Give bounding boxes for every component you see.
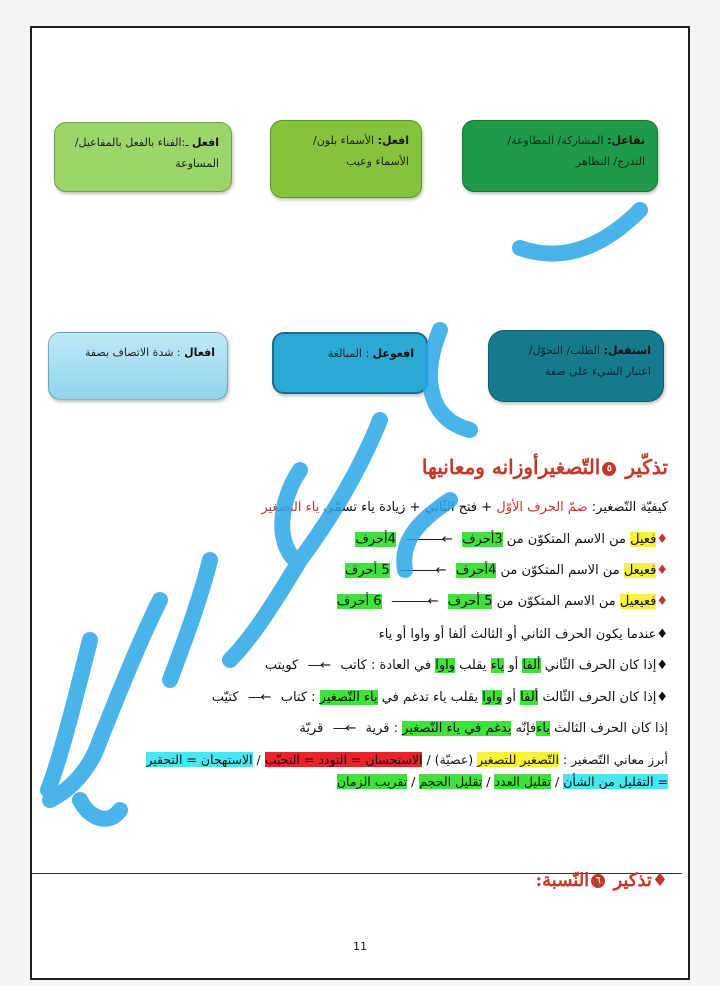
bullet-icon: ♦: [656, 594, 668, 609]
rule-row: [337, 594, 668, 609]
highlight-alef: ألفا: [522, 658, 541, 673]
number-badge: ٥: [602, 462, 616, 476]
text: يقلب ياء تدغم في: [381, 690, 479, 705]
highlight-alef: ألفا: [520, 690, 539, 705]
meanings-line-2: [337, 774, 668, 789]
heading-title: النّسبة:: [535, 870, 590, 891]
arrow-left-icon: ←―: [308, 658, 331, 673]
meaning-4: تقليل العدد: [494, 774, 552, 789]
box-head: افعل: [191, 136, 219, 149]
how-text-2: + فتح الثّاني + زيادة ياء تسمّى: [323, 500, 493, 515]
box-head: افعل:: [377, 134, 409, 147]
text: أو: [508, 658, 519, 673]
example: كويتب: [264, 658, 299, 673]
text: أو: [506, 690, 517, 705]
box-tafa3al: [462, 120, 658, 192]
meanings-line-1: [146, 752, 668, 767]
rule-result: 5 أحرف: [344, 563, 390, 578]
text: فإنّه: [515, 721, 537, 736]
text: : كتاب: [280, 690, 316, 705]
section-heading-nisba: [535, 870, 668, 891]
how-label: كيفيّة التّصغير:: [591, 500, 668, 515]
heading-word: تذكّير: [625, 455, 668, 479]
box-af3al: [270, 120, 422, 198]
arrow-left-icon: ←―: [333, 721, 356, 736]
arrow-left-icon: ←―――: [399, 563, 446, 578]
arrow-left-icon: ←―――: [406, 532, 452, 547]
meaning-3: الاستهجان = التحقير: [146, 752, 253, 767]
highlight-ya: ياء التّصغير: [319, 690, 378, 705]
text: إذا كان الحرف الثالث: [554, 721, 668, 736]
text: : قرية: [365, 721, 399, 736]
meaning-3-cont: = التقليل من الشأن: [563, 774, 668, 789]
case-line-3: [212, 690, 668, 705]
box-body: المشاركة/ المطاوعة/ التدرج/ التظاهر: [507, 134, 645, 168]
box-body: ـ:الفناء بالفعل بالمفاعيل/ المساوعة: [74, 136, 219, 170]
meaning-2: الاستحسان = التودد = التحبّب: [264, 752, 423, 767]
arrow-left-icon: ←―: [248, 690, 271, 705]
separator: /: [486, 774, 491, 789]
number-badge: ٦: [591, 874, 605, 888]
heading-title: التّصغيرأوزانه ومعانيها: [421, 455, 601, 479]
separator: /: [256, 752, 261, 767]
box-body: : المبالغة: [327, 347, 370, 360]
rule-text: من الاسم المتكوّن من: [500, 563, 620, 578]
rule-count: 5 أحرف: [447, 594, 493, 609]
case-line-1: ♦عندما يكون الحرف الثاني أو الثالث ألفا أو واوا أو ياء: [378, 627, 668, 642]
bullet-icon: ♦: [656, 563, 668, 578]
separator: /: [411, 774, 416, 789]
meanings-label: أبرز معاني التّصغير :: [562, 752, 668, 767]
rule-pattern: فعيل: [630, 532, 657, 547]
box-istaf3al: [488, 330, 664, 402]
highlight-ya: ياء: [536, 721, 550, 736]
example: قريّة: [299, 721, 324, 736]
box-body: الطلب/ التحوّل/ اعتبار الشيء على صفة: [528, 344, 651, 378]
heading-word: ♦تذكير: [613, 870, 668, 891]
box-head: استفعل:: [603, 344, 651, 357]
rule-pattern: فعيعل: [623, 563, 657, 578]
text: ♦إذا كان الحرف الثّاني: [544, 658, 668, 673]
how-text-3: ياء التصغير: [261, 500, 320, 515]
meaning-5: تقليل الحجم: [419, 774, 483, 789]
rule-text: من الاسم المتكوّن من: [496, 594, 616, 609]
highlight-ya: ياء: [490, 658, 505, 673]
rule-row: [345, 563, 668, 578]
arrow-left-icon: ←―――: [391, 594, 438, 609]
rule-result: 4أحرف: [355, 532, 396, 547]
meaning-6: تقريب الزمان: [336, 774, 408, 789]
meaning-1: التّصغير للتصغير: [477, 752, 559, 767]
rule-row: [355, 532, 668, 547]
text: ♦إذا كان الحرف الثّالث: [542, 690, 668, 705]
section-heading-tasghir: [422, 455, 668, 479]
page-number: 11: [353, 940, 367, 953]
box-if3aal: [48, 332, 228, 400]
meaning-1-example: (عصيّة) /: [426, 752, 474, 767]
box-if3al: [54, 122, 232, 192]
highlight-merge: يدغم في ياء التّصغير: [402, 721, 512, 736]
example: كتيّب: [211, 690, 239, 705]
box-body: : شدة الاتصاف بصفة: [84, 346, 181, 359]
rule-result: 6 أحرف: [336, 594, 382, 609]
box-body: الأسماء بلون/ الأسماء وعيب: [312, 134, 409, 168]
highlight-waw: واوا: [435, 658, 456, 673]
highlight-waw: واوا: [482, 690, 502, 705]
bullet-icon: ♦: [656, 532, 668, 547]
box-head: تفاعل:: [607, 134, 645, 147]
rule-count: 4أحرف: [455, 563, 497, 578]
case-line-2: [265, 658, 668, 673]
box-if3aw3al: [272, 332, 428, 394]
how-text-1: ضمّ الحرف الأوّل: [496, 500, 588, 515]
rule-pattern: فعيعيل: [619, 594, 657, 609]
how-line: [261, 500, 668, 515]
separator: /: [555, 774, 560, 789]
box-head: افعوعل: [372, 347, 414, 360]
box-head: افعال: [184, 346, 215, 359]
case-line-4: [299, 721, 668, 736]
rule-count: 3أحرف: [462, 532, 503, 547]
rule-text: من الاسم المتكوّن من: [506, 532, 626, 547]
text: يقلب: [459, 658, 487, 673]
text: في العادة : كاتب: [340, 658, 432, 673]
